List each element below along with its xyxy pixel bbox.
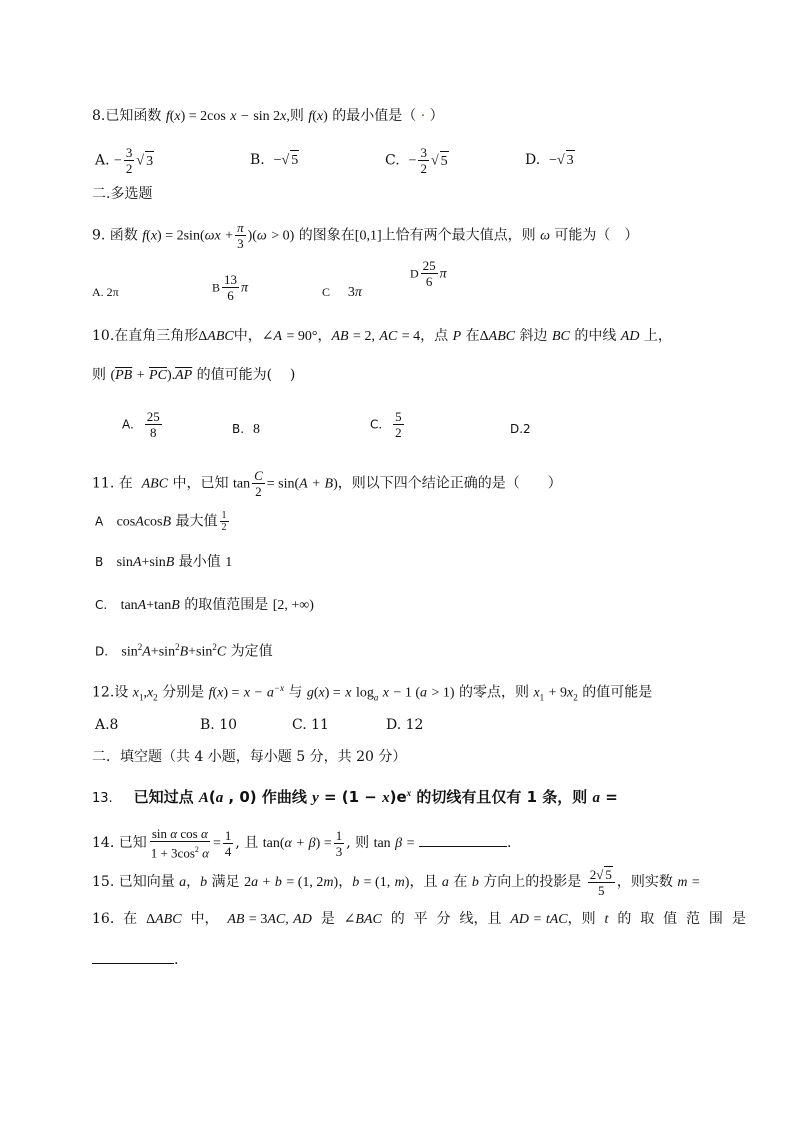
section-heading-fill: 二．填空题（共 4 小题，每小题 5 分，共 20 分） xyxy=(92,749,407,765)
question-12-stem: 12.设 $x_1,x_2$ 分别是 $f(x) = x - a^{-x}$ 与 g(x) = x $\log_a x - 1$ (a > 1) 的零点，则 $x_1 + 9x_2$ 的值可能是 xyxy=(92,683,653,703)
question-15-stem: 15. 已知向量 a，b 满足 2a + b = (1, 2m)，b = (1, m)，且 a 在 b 方向上的投影是 $\frac{2√ 5}{5}$ ，则实数 m = xyxy=(92,867,700,898)
section-heading-multi: 二.多选题 xyxy=(92,186,153,202)
q9-option-d: D $\frac{25}{6}$ π xyxy=(410,258,447,289)
question-16-answer-blank: . xyxy=(92,950,178,970)
question-9-stem: 9. 函数 f(x) = 2sin(ωx + $\frac{\pi}{3}$ )(ω > 0) 的图象在[0,1]上恰有两个最大值点，则 ω 可能为（ ） xyxy=(92,220,639,251)
q8-option-d: D. −√ 3 xyxy=(525,150,575,171)
question-10-stem-line1: 10.在直角三角形ΔABC中，∠A = 90°，AB = 2, AC = 4，点 P 在ΔABC 斜边 BC 的中线 AD 上， xyxy=(92,328,672,344)
q8-option-b: B. −√ 5 xyxy=(250,150,299,171)
q9-option-b: B $\frac{13}{6}$ π xyxy=(212,272,249,303)
q11-option-d: D. $\sin^2A+\sin^2B+\sin^2C$ 为定值 xyxy=(95,642,273,660)
q10-option-a: A. $\frac{25}{8}$ xyxy=(122,409,160,440)
q12-option-d: D. 12 xyxy=(386,717,424,733)
question-8-stem: 8.已知函数 f(x) = 2cos x − sin 2x,则 f(x) 的最小值是（ · ） xyxy=(92,108,444,124)
q8-option-a: A. − $\frac{3}{2}$ √ 3 xyxy=(95,145,154,176)
q9-option-c: C 3π xyxy=(322,285,362,300)
q11-option-c: C. tanA+tanB 的取值范围是 [2, +∞) xyxy=(95,597,314,613)
question-13-stem: 13. 已知过点 A(a , 0) 作曲线 $y = (1 - x)e^x$ 的切线有且仅有 1 条，则 a = xyxy=(92,788,618,806)
q11-option-a: A cosAcosB 最大值 $\frac{1}{2}$ xyxy=(95,510,227,533)
q8-option-c: C. − $\frac{3}{2}$ √ 5 xyxy=(385,145,448,176)
question-14-stem: 14. 已知 $\frac{\text{sin α cos α}}{1 + 3\cos^2 \alpha}$ = $\frac{1}{4}$ , 且 tan(α + β) = $\frac{1}{3}$ , 则 tan β = . xyxy=(92,826,512,861)
q10-option-b: B. 8 xyxy=(232,422,260,437)
q12-option-a: A.8 xyxy=(95,717,119,733)
q10-option-d: D.2 xyxy=(510,422,531,436)
q11-option-b: B sinA+sinB 最小值 1 xyxy=(95,554,233,570)
q12-option-b: B. 10 xyxy=(200,717,238,733)
question-10-stem-line2: 则 $(\overline{PB} + \overline{PC}).\overline{AP}$ 的值可能为( ) xyxy=(92,367,296,383)
question-16-stem-line1: 16. 在 ΔABC 中， AB = 3AC, AD 是 ∠BAC 的 平 分 线，且 AD = tAC，则 t 的 取 值 范 围 是 xyxy=(92,911,746,927)
q12-option-c: C. 11 xyxy=(292,717,329,733)
question-11-stem: 11. 在 ABC 中，已知 tan $\frac{C}{2}$ = sin(A + B)，则以下四个结论正确的是（ ） xyxy=(92,468,562,499)
q10-option-c: C. $\frac{5}{2}$ xyxy=(370,409,402,440)
q9-option-a: A. 2π xyxy=(92,285,119,299)
